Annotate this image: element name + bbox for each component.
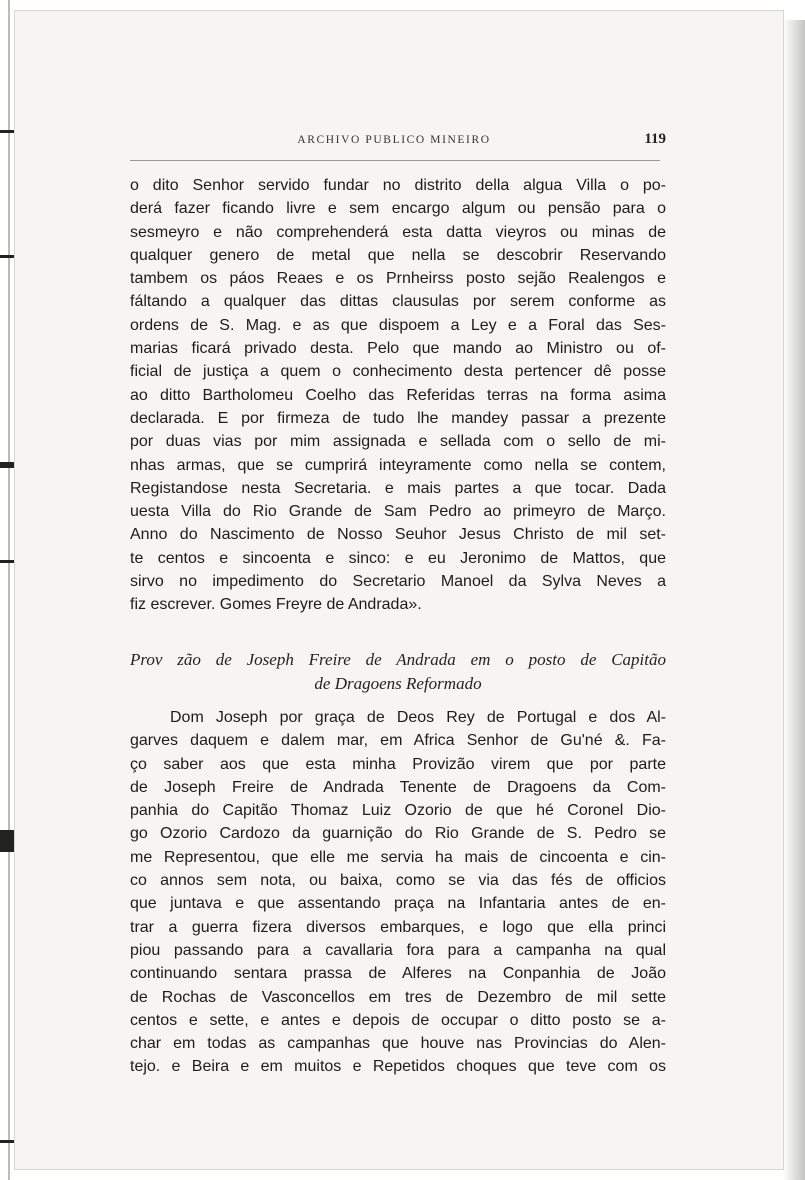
heading-line: Prov zão de Joseph Freire de Andrada em o posto de Capitão bbox=[130, 650, 666, 669]
text-line: centos e sette, e antes e depois de occupar o ditto posto se a- bbox=[130, 1011, 666, 1029]
text-line: garves daquem e dalem mar, em Africa Senhor de Gu'né &. Fa- bbox=[130, 732, 666, 750]
text-line: co annos sem nota, ou baixa, como se via das fés de officios bbox=[130, 872, 666, 890]
page-edge-line bbox=[8, 0, 10, 1180]
text-line: fáltando a qualquer das dittas clausulas por serem conforme as bbox=[130, 293, 666, 311]
text-line: declarada. E por firmeza de tudo lhe mandey passar a prezente bbox=[130, 409, 666, 427]
text-line: marias ficará privado desta. Pelo que mando ao Ministro ou of- bbox=[130, 340, 666, 358]
scan-edge-mark bbox=[0, 462, 14, 468]
text-line: nhas armas, que se cumprirá inteyramente como nella se contem, bbox=[130, 456, 666, 474]
text-line: Anno do Nascimento de Nosso Seuhor Jesus Christo de mil set- bbox=[130, 526, 666, 544]
text-line: Dom Joseph por graça de Deos Rey de Portugal e dos Al- bbox=[170, 709, 666, 726]
scan-edge-mark bbox=[0, 255, 14, 258]
text-line: derá fazer ficando livre e sem encargo algum ou pensão para o bbox=[130, 200, 666, 218]
paragraph-continuation bbox=[130, 174, 666, 617]
text-line: Registandose nesta Secretaria. e mais partes a que tocar. Dada bbox=[130, 479, 666, 497]
scan-left-margin bbox=[0, 0, 14, 1180]
text-line: sesmeyro e não comprehenderá esta datta vieyros ou minas de bbox=[130, 223, 666, 241]
text-line: piou passando para a cavallaria fora para a campanha na qual bbox=[130, 941, 666, 959]
text-line: tejo. e Beira e em muitos e Repetidos choques que teve com os bbox=[130, 1058, 666, 1076]
running-header bbox=[118, 131, 670, 154]
text-line: go Ozorio Cardozo da guarnição do Rio Grande de S. Pedro se bbox=[130, 825, 666, 843]
text-line: trar a guerra fizera diversos embarques, e logo que ella princi bbox=[130, 918, 666, 936]
running-title: ARCHIVO PUBLICO MINEIRO bbox=[297, 134, 491, 146]
text-line: sirvo no impedimento do Secretario Manoel da Sylva Neves a bbox=[130, 573, 666, 591]
text-line: te centos e sincoenta e sinco: e eu Jeronimo de Mattos, que bbox=[130, 549, 666, 567]
scan-edge-mark bbox=[0, 130, 14, 133]
scan-edge-mark bbox=[0, 560, 14, 563]
scan-edge-mark bbox=[0, 830, 14, 852]
text-line: que juntava e que assentando praça na Infantaria antes de en- bbox=[130, 895, 666, 913]
text-line: continuando sentara prassa de Alferes na Conpanhia de João bbox=[130, 965, 666, 983]
text-line: tambem os páos Reaes e os Prnheirss posto sejão Realengos e bbox=[130, 270, 666, 288]
text-line: me Representou, que elle me servia ha mais de cincoenta e cin- bbox=[130, 848, 666, 866]
scan-edge-mark bbox=[0, 1140, 14, 1143]
text-line: ao ditto Bartholomeu Coelho das Referidas terras na forma asima bbox=[130, 386, 666, 404]
text-line: ordens de S. Mag. e as que dispoem a Ley e a Foral das Ses- bbox=[130, 316, 666, 334]
page-number: 119 bbox=[644, 131, 666, 147]
text-line: de Joseph Freire de Andrada Tenente de Dragoens da Com- bbox=[130, 778, 666, 796]
page-gutter-shadow bbox=[783, 20, 805, 1180]
text-line: fiz escrever. Gomes Freyre de Andrada». bbox=[130, 596, 422, 614]
text-line: panhia do Capitão Thomaz Luiz Ozorio de que hé Coronel Dio- bbox=[130, 802, 666, 820]
text-line: por duas vias por mim assignada e sellada com o sello de mi- bbox=[130, 433, 666, 451]
text-line: de Rochas de Vasconcellos em tres de Dezembro de mil sette bbox=[130, 988, 666, 1006]
header-rule bbox=[130, 160, 660, 161]
text-line: char em todas as campanhas que houve nas Provincias do Alen- bbox=[130, 1035, 666, 1053]
text-line: o dito Senhor servido fundar no distrito della algua Villa o po- bbox=[130, 177, 666, 194]
text-line: qualquer genero de metal que nella se descobrir Reservando bbox=[130, 246, 666, 264]
heading-line: de Dragoens Reformado bbox=[314, 674, 482, 693]
text-line: ficial de justiça a quem o conhecimento desta pertencer dê posse bbox=[130, 363, 666, 381]
text-line: ço saber aos que esta minha Provizão virem que por parte bbox=[130, 755, 666, 773]
section-heading bbox=[130, 648, 666, 696]
paragraph-provision bbox=[130, 706, 666, 1079]
text-line: uesta Villa do Rio Grande de Sam Pedro ao primeyro de Março. bbox=[130, 503, 666, 521]
